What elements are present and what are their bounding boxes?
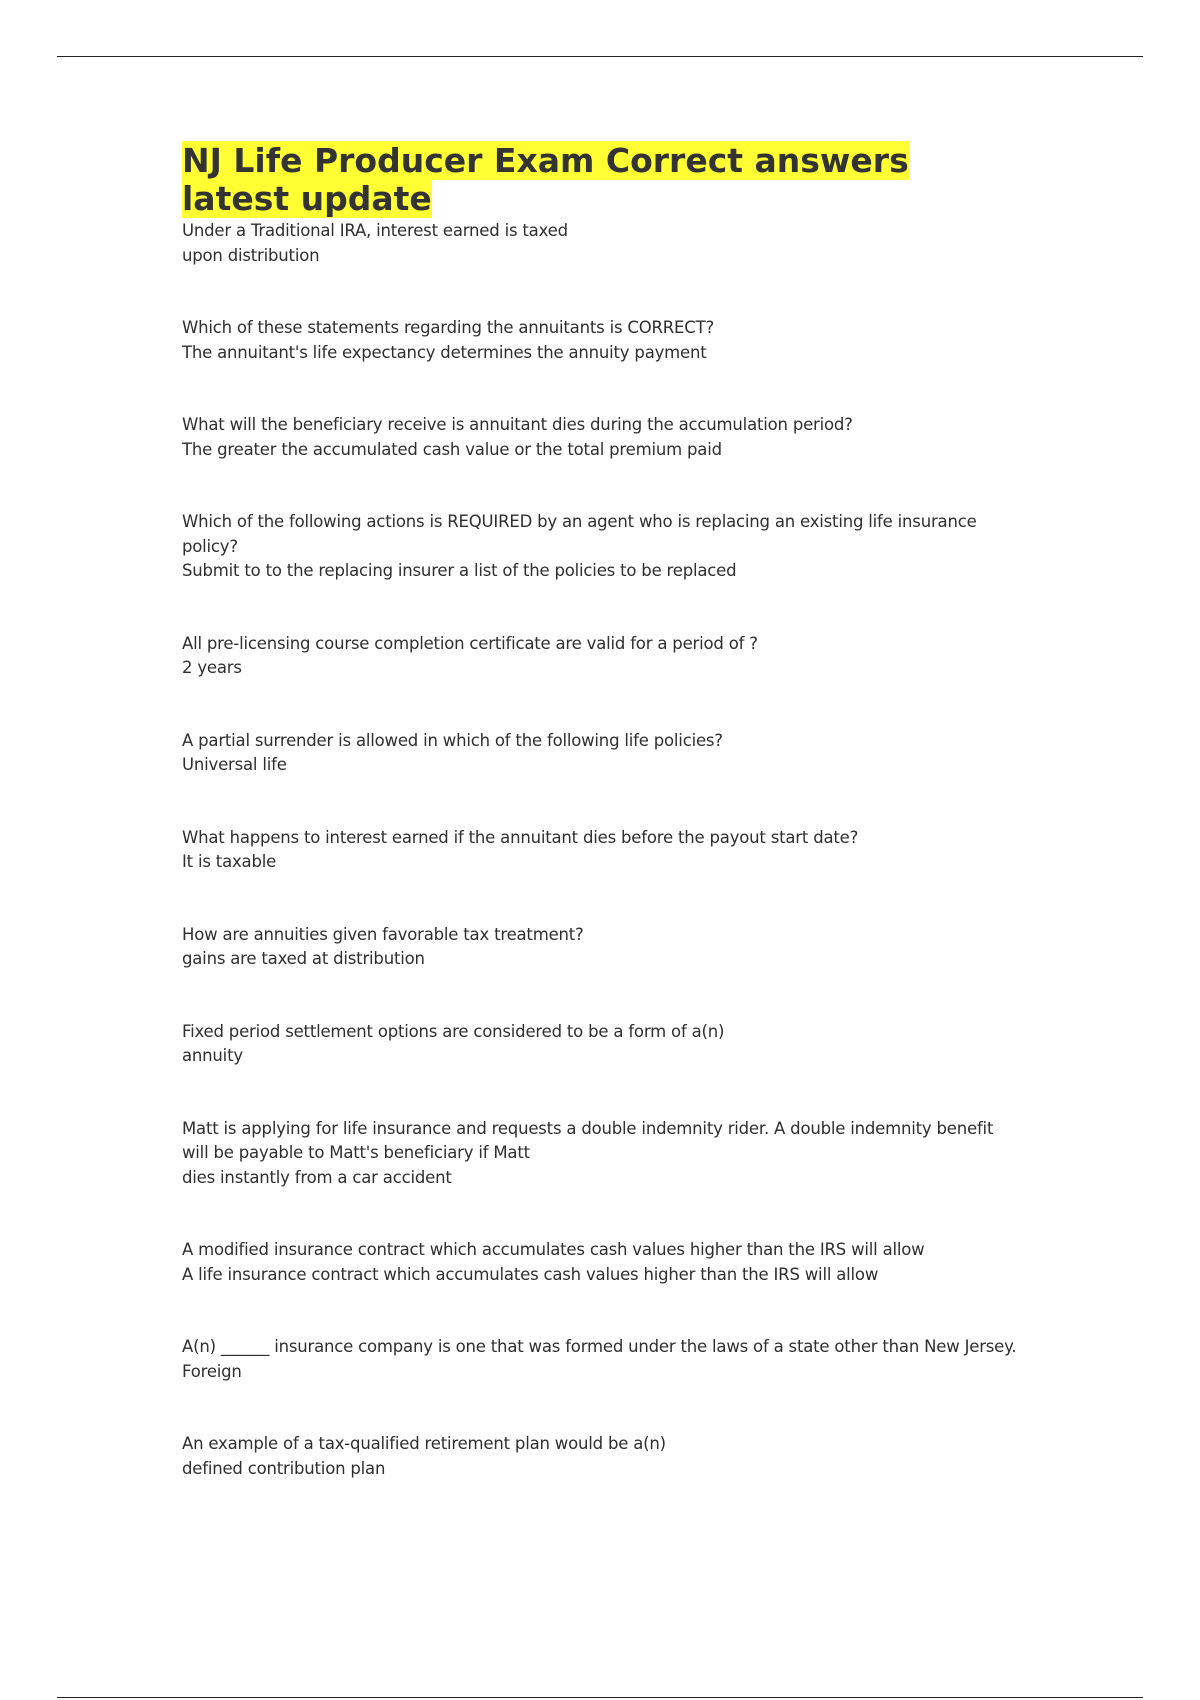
question-text: Under a Traditional IRA, interest earned is taxed (182, 221, 568, 240)
question-text: A partial surrender is allowed in which of the following life policies? (182, 730, 723, 750)
qa-item (182, 510, 1022, 584)
qa-item (182, 826, 1022, 875)
answer-text: The greater the accumulated cash value or the total premium paid (182, 439, 722, 459)
answer-text: defined contribution plan (182, 1458, 386, 1478)
qa-item (182, 413, 1022, 462)
question-text: How are annuities given favorable tax treatment? (182, 924, 584, 944)
question-text: What happens to interest earned if the annuitant dies before the payout start date? (182, 827, 859, 847)
qa-item (182, 923, 1022, 972)
answer-text: A life insurance contract which accumulates cash values higher than the IRS will allow (182, 1264, 879, 1284)
qa-item (182, 1238, 1022, 1287)
question-text: Which of the following actions is REQUIRED by an agent who is replacing an existing life insurance policy? (182, 512, 977, 556)
question-text: A(n) ______ insurance company is one that was formed under the laws of a state other than New Jersey. (182, 1337, 1017, 1356)
question-text: Fixed period settlement options are considered to be a form of a(n) (182, 1021, 725, 1041)
qa-item (182, 219, 1022, 268)
answer-text: Submit to to the replacing insurer a list of the policies to be replaced (182, 561, 737, 580)
answer-text: Foreign (182, 1361, 242, 1381)
answer-text: The annuitant's life expectancy determines the annuity payment (182, 342, 707, 362)
header-rule (57, 56, 1143, 57)
question-text: Which of these statements regarding the annuitants is CORRECT? (182, 318, 715, 337)
qa-item (182, 1117, 1022, 1191)
document-title (182, 142, 1022, 218)
answer-text: dies instantly from a car accident (182, 1167, 452, 1187)
question-text: All pre-licensing course completion certificate are valid for a period of ? (182, 633, 758, 653)
qa-item (182, 1020, 1022, 1069)
document-title-text: NJ Life Producer Exam Correct answers latest update (182, 141, 909, 218)
footer-rule (57, 1697, 1143, 1698)
answer-text: gains are taxed at distribution (182, 949, 425, 968)
question-text: Matt is applying for life insurance and requests a double indemnity rider. A double indemnity benefit will be payable to Matt's beneficiary if Matt (182, 1118, 994, 1162)
answer-text: annuity (182, 1046, 243, 1065)
question-text: What will the beneficiary receive is annuitant dies during the accumulation period? (182, 415, 853, 434)
qa-item (182, 1432, 1022, 1481)
answer-text: upon distribution (182, 245, 320, 265)
document-body (182, 142, 1022, 1481)
qa-item (182, 632, 1022, 681)
answer-text: 2 years (182, 658, 242, 677)
question-text: A modified insurance contract which accumulates cash values higher than the IRS will allow (182, 1240, 925, 1259)
qa-item (182, 729, 1022, 778)
qa-item (182, 316, 1022, 365)
question-text: An example of a tax-qualified retirement plan would be a(n) (182, 1434, 666, 1453)
qa-item (182, 1335, 1022, 1384)
answer-text: It is taxable (182, 852, 277, 871)
answer-text: Universal life (182, 755, 287, 774)
